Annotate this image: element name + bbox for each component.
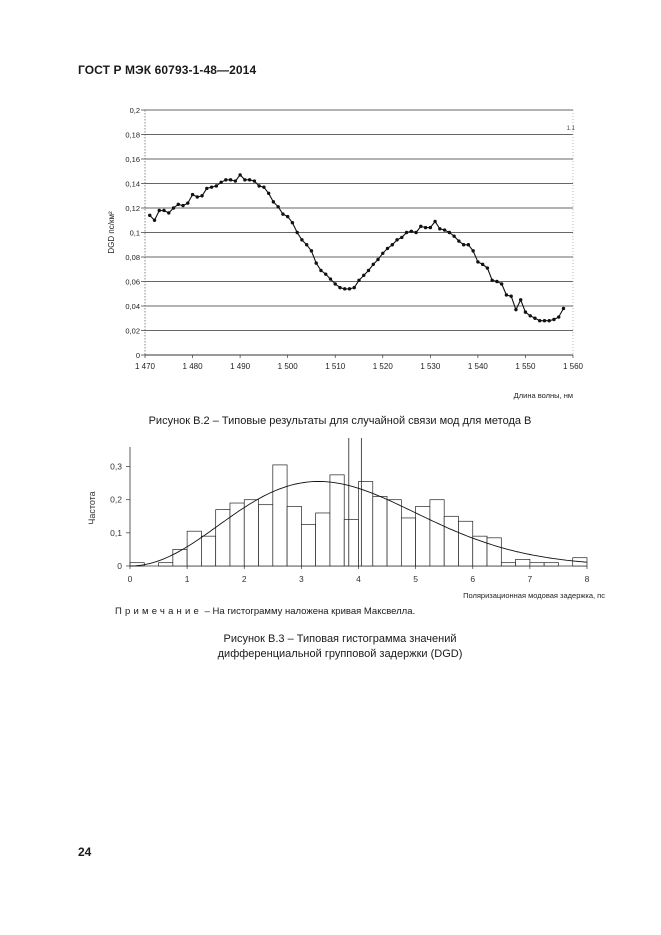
histogram-bar <box>187 531 201 566</box>
y-axis-label: DGD пс/км² <box>107 211 116 254</box>
histogram-bar <box>173 549 187 566</box>
y-tick-label: 0,3 <box>110 461 122 472</box>
x-tick-label: 3 <box>299 574 304 584</box>
x-tick-label: 7 <box>527 574 533 584</box>
figure-b3-caption-line2: дифференциальной групповой задержки (DGD) <box>217 648 463 660</box>
document-header: ГОСТ Р МЭК 60793-1-48—2014 <box>78 63 257 77</box>
histogram-bar <box>244 500 258 566</box>
y-tick-label: 0,02 <box>125 326 140 336</box>
y-tick-label: 0,04 <box>125 302 140 311</box>
histogram-bar <box>273 465 287 566</box>
y-tick-label: 0,2 <box>129 106 140 115</box>
y-tick-label: 0,18 <box>125 130 140 140</box>
y-tick-label: 0,2 <box>110 494 122 505</box>
legend-marker-text: 1.1 <box>566 126 575 132</box>
figure-b3-caption-line1: Рисунок В.3 – Типовая гистограмма значений <box>223 633 457 645</box>
x-axis-label: Длина волны, нм <box>513 391 573 400</box>
x-tick-label: 1 550 <box>515 362 536 371</box>
histogram-bar <box>344 520 358 566</box>
histogram-bar <box>458 521 472 566</box>
y-tick-label: 0,12 <box>125 204 140 213</box>
y-tick-label: 0 <box>117 561 122 571</box>
y-tick-label: 0,1 <box>110 527 122 538</box>
x-tick-label: 1 520 <box>372 362 393 371</box>
x-tick-label: 1 540 <box>467 362 488 371</box>
note-text: – На гистограмму наложена кривая Максвелла. <box>202 606 416 617</box>
histogram-bar <box>516 559 530 566</box>
x-tick-label: 4 <box>356 574 361 584</box>
histogram-bar <box>330 475 344 566</box>
x-tick-label: 0 <box>127 574 133 584</box>
x-tick-label: 1 500 <box>277 362 298 371</box>
histogram-bar <box>416 506 430 566</box>
y-tick-label: 0,08 <box>125 253 140 262</box>
y-axis-label: Частота <box>87 491 97 525</box>
histogram-bar <box>373 496 387 566</box>
x-tick-label: 2 <box>241 574 247 584</box>
histogram-bar <box>159 563 173 566</box>
x-tick-label: 1 510 <box>325 362 346 371</box>
histogram-bar <box>430 500 444 566</box>
histogram-bar <box>387 500 401 566</box>
histogram-bar <box>487 538 501 566</box>
x-tick-label: 1 <box>184 574 190 584</box>
x-tick-label: 1 530 <box>420 362 441 371</box>
figure-b2-caption: Рисунок В.2 – Типовые результаты для случайной связи мод для метода В <box>148 415 532 427</box>
histogram-bar <box>544 563 558 566</box>
histogram-bar <box>259 505 273 566</box>
x-tick-label: 6 <box>470 574 476 584</box>
histogram-bar <box>359 481 373 566</box>
x-tick-label: 5 <box>413 574 418 584</box>
y-tick-label: 0,16 <box>125 155 140 164</box>
x-tick-label: 1 560 <box>562 362 584 371</box>
figure-b3-caption <box>60 632 620 662</box>
histogram-bar <box>316 513 330 566</box>
x-tick-label: 1 470 <box>134 362 156 371</box>
x-tick-label: 8 <box>584 574 590 584</box>
x-axis-label: Поляризационная модовая задержка, пс <box>463 591 605 600</box>
histogram-bar <box>216 510 230 566</box>
y-tick-label: 0 <box>135 351 140 360</box>
y-tick-label: 0,14 <box>125 179 140 189</box>
histogram-bar <box>530 563 544 566</box>
histogram-bar <box>287 506 301 566</box>
x-tick-label: 1 480 <box>182 362 203 371</box>
histogram-bar <box>501 563 515 566</box>
y-tick-label: 0,06 <box>125 277 140 287</box>
histogram-note <box>115 606 415 617</box>
histogram-bar <box>301 525 315 566</box>
x-tick-label: 1 490 <box>230 362 251 371</box>
y-tick-label: 0,1 <box>129 228 140 238</box>
histogram-bar <box>401 518 415 566</box>
note-label: Примечание <box>115 606 202 617</box>
page-number: 24 <box>78 845 92 859</box>
histogram-bar <box>201 536 215 566</box>
histogram-bar <box>444 516 458 566</box>
